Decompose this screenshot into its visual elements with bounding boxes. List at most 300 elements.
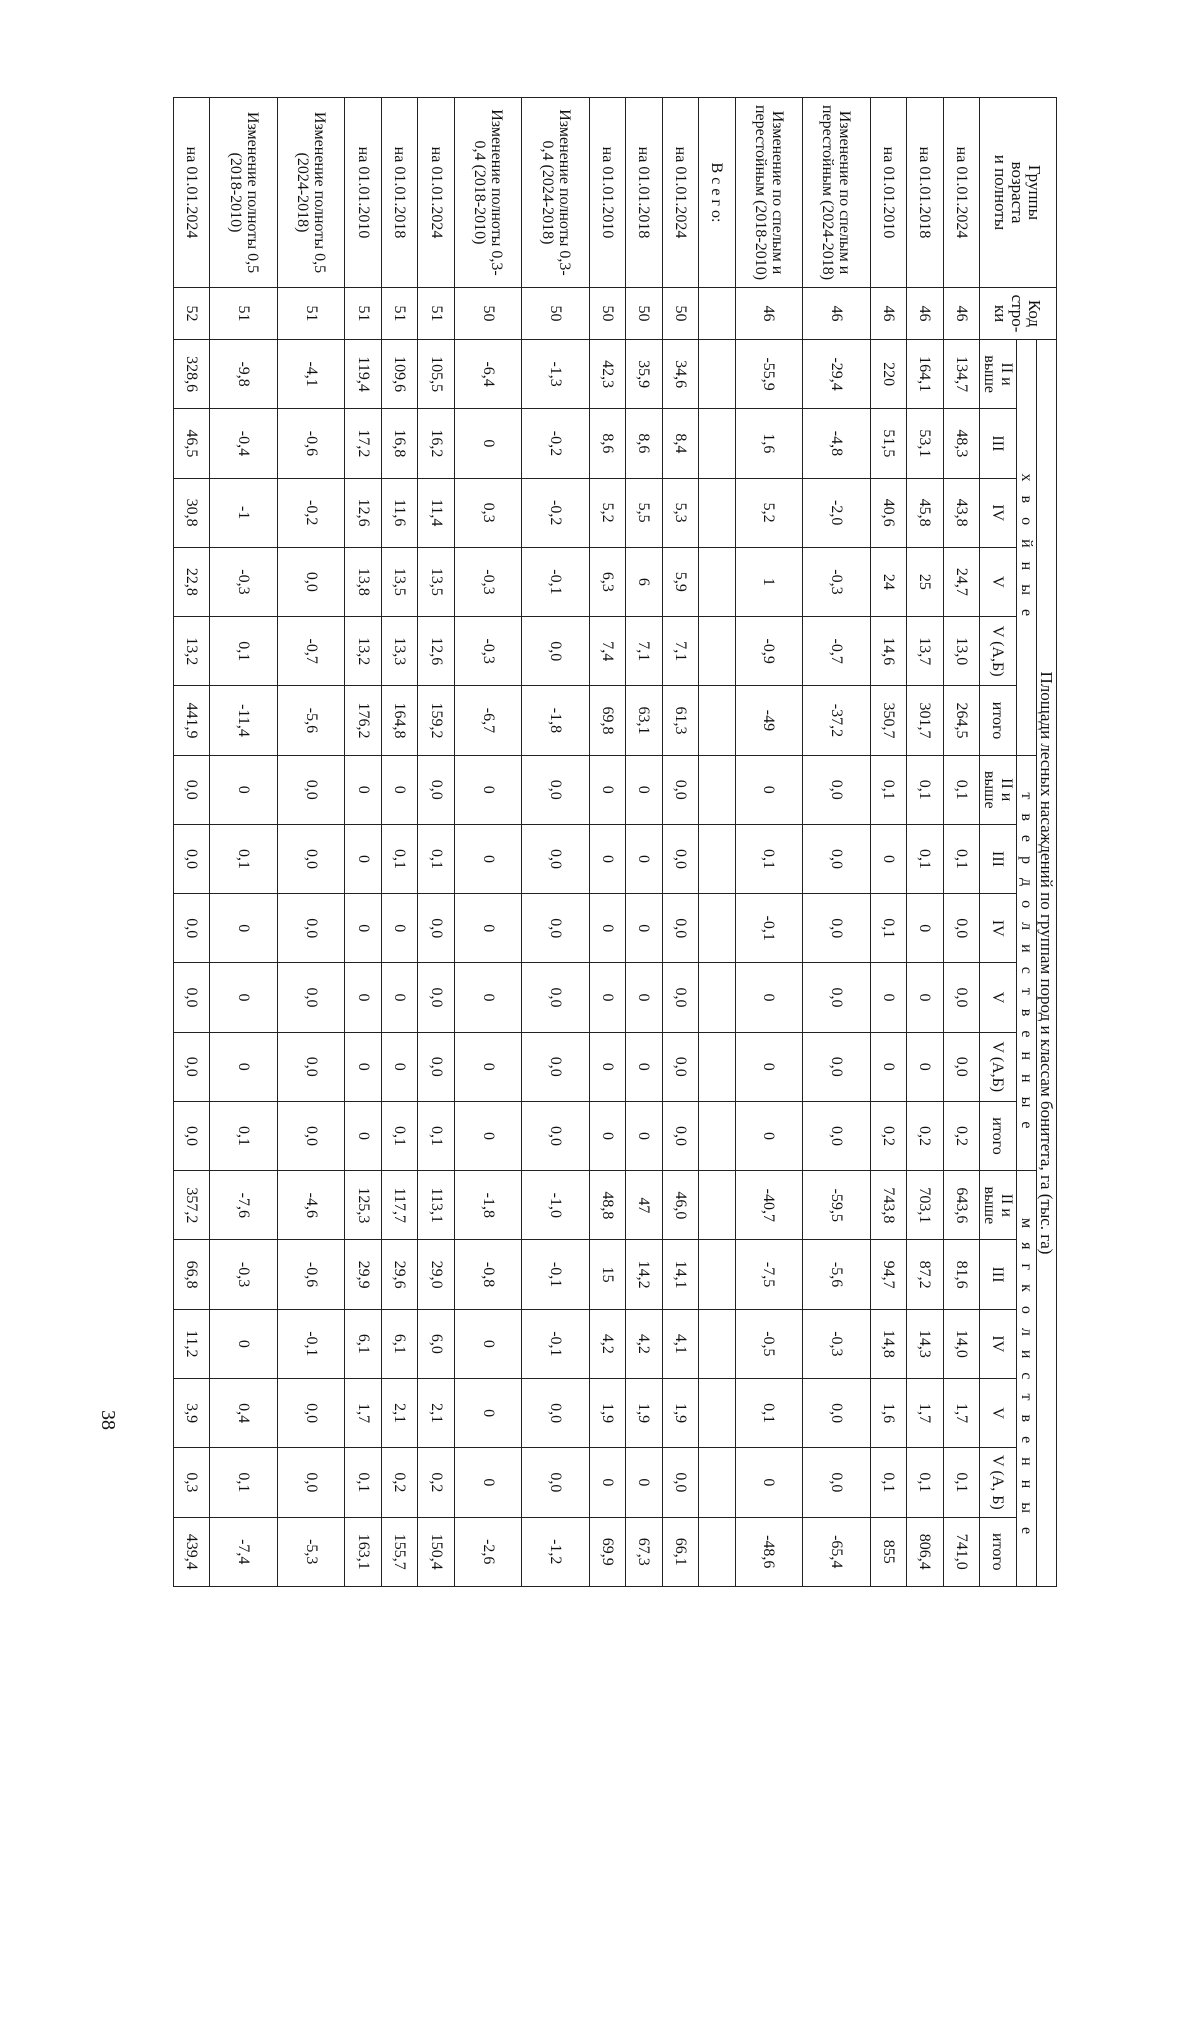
table-cell: 0,0 bbox=[418, 963, 454, 1032]
table-cell: 1,7 bbox=[345, 1378, 381, 1447]
row-label: Изменение по спелым и перестойным (2024-2018) bbox=[803, 98, 870, 288]
table-cell: 0,0 bbox=[277, 1101, 344, 1170]
row-label: на 01.01.2024 bbox=[662, 98, 698, 288]
table-cell: 0 bbox=[454, 1378, 521, 1447]
table-cell: 13,5 bbox=[381, 547, 417, 616]
table-cell: 0,1 bbox=[943, 824, 979, 893]
table-cell: 7,4 bbox=[589, 617, 625, 686]
table-cell: 1,9 bbox=[626, 1378, 662, 1447]
table-cell: -2,0 bbox=[803, 478, 870, 547]
table-cell: 34,6 bbox=[662, 340, 698, 409]
table-cell: 5,9 bbox=[662, 547, 698, 616]
table-cell bbox=[699, 547, 735, 616]
table-cell: 5,2 bbox=[735, 478, 802, 547]
table-body bbox=[174, 98, 980, 1587]
table-cell: 0 bbox=[345, 1032, 381, 1101]
table-cell: 81,6 bbox=[943, 1240, 979, 1309]
table-row bbox=[803, 98, 870, 1587]
table-cell: 0,0 bbox=[277, 1378, 344, 1447]
table-cell: 0,0 bbox=[803, 824, 870, 893]
table-cell: 0 bbox=[454, 1448, 521, 1517]
table-cell: 12,6 bbox=[418, 617, 454, 686]
table-cell: -11,4 bbox=[210, 686, 277, 755]
table-cell: -2,6 bbox=[454, 1517, 521, 1586]
table-cell: 0 bbox=[454, 894, 521, 963]
table-cell: 0,0 bbox=[277, 824, 344, 893]
table-row bbox=[662, 98, 698, 1587]
table-cell: 46,0 bbox=[662, 1171, 698, 1240]
table-cell: 0,0 bbox=[943, 1032, 979, 1101]
table-cell: 0,1 bbox=[870, 894, 906, 963]
table-header bbox=[980, 98, 1057, 1587]
table-cell: 14,2 bbox=[626, 1240, 662, 1309]
table-cell: 164,1 bbox=[907, 340, 943, 409]
row-label: Изменение полноты 0,3-0,4 (2024-2018) bbox=[522, 98, 589, 288]
row-code: 50 bbox=[662, 288, 698, 340]
table-cell: 0 bbox=[454, 824, 521, 893]
table-cell: -9,8 bbox=[210, 340, 277, 409]
table-cell: 0,0 bbox=[943, 894, 979, 963]
table-cell: 0,0 bbox=[277, 963, 344, 1032]
table-cell: 2,1 bbox=[418, 1378, 454, 1447]
table-row bbox=[418, 98, 454, 1587]
table-cell: 47 bbox=[626, 1171, 662, 1240]
header-row-title bbox=[1037, 98, 1057, 1587]
table-cell: 0 bbox=[626, 1101, 662, 1170]
table-cell: 0 bbox=[345, 963, 381, 1032]
table-cell: -7,4 bbox=[210, 1517, 277, 1586]
row-label: Изменение полноты 0,5 (2018-2010) bbox=[210, 98, 277, 288]
row-label: на 01.01.2024 bbox=[174, 98, 211, 288]
row-code: 46 bbox=[907, 288, 943, 340]
table-cell: 11,6 bbox=[381, 478, 417, 547]
table-cell: 0,0 bbox=[522, 1448, 589, 1517]
table-cell: 8,6 bbox=[589, 409, 625, 478]
header-site-class: V (А,Б) bbox=[980, 1032, 1017, 1101]
row-label: на 01.01.2018 bbox=[626, 98, 662, 288]
table-cell: 43,8 bbox=[943, 478, 979, 547]
table-cell: -1,0 bbox=[522, 1171, 589, 1240]
table-cell: 159,2 bbox=[418, 686, 454, 755]
table-cell: 69,8 bbox=[589, 686, 625, 755]
table-cell: 0,2 bbox=[381, 1448, 417, 1517]
table-cell: -0,3 bbox=[454, 547, 521, 616]
table-cell: 0,0 bbox=[174, 963, 211, 1032]
table-cell: 0,1 bbox=[735, 1378, 802, 1447]
table-cell: -0,3 bbox=[803, 547, 870, 616]
table-cell: 6,0 bbox=[418, 1309, 454, 1378]
table-row bbox=[907, 98, 943, 1587]
table-cell: 66,8 bbox=[174, 1240, 211, 1309]
table-cell: 15 bbox=[589, 1240, 625, 1309]
table-cell: 264,5 bbox=[943, 686, 979, 755]
table-cell bbox=[699, 686, 735, 755]
table-cell: 0,1 bbox=[210, 1448, 277, 1517]
table-cell: 0,1 bbox=[381, 824, 417, 893]
table-cell: 40,6 bbox=[870, 478, 906, 547]
table-cell: 13,2 bbox=[174, 617, 211, 686]
table-cell: 4,1 bbox=[662, 1309, 698, 1378]
table-cell: 48,3 bbox=[943, 409, 979, 478]
table-row bbox=[277, 98, 344, 1587]
table-cell: 7,1 bbox=[662, 617, 698, 686]
table-cell bbox=[699, 824, 735, 893]
table-cell: 11,2 bbox=[174, 1309, 211, 1378]
table-cell: 0,0 bbox=[418, 1032, 454, 1101]
header-site-class: V bbox=[980, 963, 1017, 1032]
table-cell: 0,0 bbox=[277, 894, 344, 963]
table-cell: 0,2 bbox=[907, 1101, 943, 1170]
table-cell: 69,9 bbox=[589, 1517, 625, 1586]
table-cell: 0,0 bbox=[418, 894, 454, 963]
table-cell: 6,1 bbox=[345, 1309, 381, 1378]
table-cell bbox=[699, 1240, 735, 1309]
table-cell: 4,2 bbox=[626, 1309, 662, 1378]
table-cell: 0,0 bbox=[522, 617, 589, 686]
table-cell: 0,0 bbox=[803, 1448, 870, 1517]
table-row bbox=[943, 98, 979, 1587]
table-cell: 0 bbox=[454, 1309, 521, 1378]
table-cell: 150,4 bbox=[418, 1517, 454, 1586]
table-cell bbox=[699, 1032, 735, 1101]
table-cell: 16,2 bbox=[418, 409, 454, 478]
table-cell: 14,1 bbox=[662, 1240, 698, 1309]
table-cell: 94,7 bbox=[870, 1240, 906, 1309]
table-cell: -1,8 bbox=[454, 1171, 521, 1240]
table-cell: 0 bbox=[735, 963, 802, 1032]
row-code: 46 bbox=[735, 288, 802, 340]
table-cell: 67,3 bbox=[626, 1517, 662, 1586]
table-cell: 0 bbox=[735, 1101, 802, 1170]
table-cell: 741,0 bbox=[943, 1517, 979, 1586]
header-row-code: Код стро- ки bbox=[980, 288, 1057, 340]
table-row bbox=[735, 98, 802, 1587]
table-cell bbox=[699, 755, 735, 824]
table-cell: 0,0 bbox=[174, 1032, 211, 1101]
table-cell: 163,1 bbox=[345, 1517, 381, 1586]
header-site-class: II и выше bbox=[980, 340, 1017, 409]
table-cell: -4,6 bbox=[277, 1171, 344, 1240]
table-cell: -0,4 bbox=[210, 409, 277, 478]
table-cell: 0,0 bbox=[522, 963, 589, 1032]
table-cell: -0,1 bbox=[522, 1309, 589, 1378]
header-site-class: V bbox=[980, 547, 1017, 616]
table-cell: 63,1 bbox=[626, 686, 662, 755]
table-cell: 12,6 bbox=[345, 478, 381, 547]
row-label: на 01.01.2018 bbox=[907, 98, 943, 288]
table-cell: 0,1 bbox=[418, 824, 454, 893]
table-cell: 14,6 bbox=[870, 617, 906, 686]
header-site-class: III bbox=[980, 409, 1017, 478]
table-cell: 0 bbox=[735, 755, 802, 824]
table-cell: 0 bbox=[626, 963, 662, 1032]
table-cell: 0,0 bbox=[522, 1101, 589, 1170]
table-cell: 0,1 bbox=[943, 1448, 979, 1517]
table-cell: 17,2 bbox=[345, 409, 381, 478]
table-cell: 16,8 bbox=[381, 409, 417, 478]
table-cell: 357,2 bbox=[174, 1171, 211, 1240]
forest-area-table-sheet bbox=[173, 97, 1057, 1587]
table-cell: 29,6 bbox=[381, 1240, 417, 1309]
table-cell: -0,1 bbox=[277, 1309, 344, 1378]
page-number: 38 bbox=[97, 1410, 119, 1430]
table-cell: 1,6 bbox=[735, 409, 802, 478]
table-cell: -0,3 bbox=[210, 1240, 277, 1309]
table-row bbox=[626, 98, 662, 1587]
table-cell: 0 bbox=[381, 755, 417, 824]
header-site-class: итого bbox=[980, 1517, 1017, 1586]
table-cell: 0 bbox=[345, 894, 381, 963]
table-cell: 24 bbox=[870, 547, 906, 616]
table-cell: -4,8 bbox=[803, 409, 870, 478]
table-cell: 0 bbox=[381, 963, 417, 1032]
table-cell bbox=[699, 478, 735, 547]
header-site-class: II и выше bbox=[980, 755, 1017, 824]
row-code: 51 bbox=[345, 288, 381, 340]
table-cell: 0,0 bbox=[277, 755, 344, 824]
table-cell bbox=[699, 1101, 735, 1170]
row-code: 46 bbox=[803, 288, 870, 340]
table-cell: 855 bbox=[870, 1517, 906, 1586]
header-species-group: м я г к о л и с т в е н н ы е bbox=[1017, 1171, 1037, 1587]
table-row bbox=[210, 98, 277, 1587]
table-cell: -0,1 bbox=[522, 1240, 589, 1309]
table-cell: 0,0 bbox=[662, 1101, 698, 1170]
table-cell: 29,9 bbox=[345, 1240, 381, 1309]
table-cell: 0 bbox=[626, 1032, 662, 1101]
table-cell: 0,0 bbox=[803, 963, 870, 1032]
table-cell: 13,5 bbox=[418, 547, 454, 616]
table-cell: -49 bbox=[735, 686, 802, 755]
table-cell: 35,9 bbox=[626, 340, 662, 409]
table-cell: 0,0 bbox=[943, 963, 979, 1032]
table-cell: -65,4 bbox=[803, 1517, 870, 1586]
table-cell: 0 bbox=[454, 1101, 521, 1170]
header-title: Площади лесных насаждений по группам пород и классам бонитета, га (тыс. га) bbox=[1037, 340, 1057, 1587]
table-cell: 439,4 bbox=[174, 1517, 211, 1586]
table-cell: -0,1 bbox=[522, 547, 589, 616]
table-cell: 14,3 bbox=[907, 1309, 943, 1378]
table-cell: -6,7 bbox=[454, 686, 521, 755]
table-cell: 164,8 bbox=[381, 686, 417, 755]
row-label: Изменение полноты 0,5 (2024-2018) bbox=[277, 98, 344, 288]
table-cell bbox=[699, 963, 735, 1032]
table-cell: 0 bbox=[210, 894, 277, 963]
table-cell: 328,6 bbox=[174, 340, 211, 409]
table-cell: 0 bbox=[454, 409, 521, 478]
table-cell: 1,6 bbox=[870, 1378, 906, 1447]
table-cell: 0,0 bbox=[662, 963, 698, 1032]
table-cell: 0,0 bbox=[662, 894, 698, 963]
table-row bbox=[454, 98, 521, 1587]
table-cell: 0 bbox=[735, 1032, 802, 1101]
header-site-class: V bbox=[980, 1378, 1017, 1447]
table-cell bbox=[699, 1171, 735, 1240]
table-cell: 0,0 bbox=[803, 755, 870, 824]
table-cell: 6 bbox=[626, 547, 662, 616]
table-cell: 8,6 bbox=[626, 409, 662, 478]
table-cell: -0,7 bbox=[277, 617, 344, 686]
table-cell: 0,1 bbox=[735, 824, 802, 893]
table-cell: 0,1 bbox=[870, 755, 906, 824]
table-cell: 0,0 bbox=[662, 1448, 698, 1517]
table-cell: -6,4 bbox=[454, 340, 521, 409]
table-cell: 0,1 bbox=[210, 1101, 277, 1170]
table-cell: 0 bbox=[589, 755, 625, 824]
table-cell: 0,0 bbox=[174, 824, 211, 893]
header-site-class: III bbox=[980, 1240, 1017, 1309]
row-code: 46 bbox=[943, 288, 979, 340]
header-site-class: IV bbox=[980, 894, 1017, 963]
table-cell: 0 bbox=[381, 894, 417, 963]
table-cell: 0,0 bbox=[418, 755, 454, 824]
table-cell bbox=[699, 1378, 735, 1447]
table-cell: 14,8 bbox=[870, 1309, 906, 1378]
table-cell: 0,2 bbox=[870, 1101, 906, 1170]
table-cell: -7,5 bbox=[735, 1240, 802, 1309]
table-cell: 743,8 bbox=[870, 1171, 906, 1240]
row-label: на 01.01.2018 bbox=[381, 98, 417, 288]
table-cell: 7,1 bbox=[626, 617, 662, 686]
table-cell: -1,3 bbox=[522, 340, 589, 409]
table-cell: -0,6 bbox=[277, 409, 344, 478]
table-cell: -55,9 bbox=[735, 340, 802, 409]
header-species-group: т в е р д о л и с т в е н н ы е bbox=[1017, 755, 1037, 1171]
header-age-groups: Группы возраста и полноты bbox=[980, 98, 1057, 288]
row-code: 51 bbox=[210, 288, 277, 340]
table-cell bbox=[699, 1309, 735, 1378]
header-site-class: итого bbox=[980, 686, 1017, 755]
table-cell: 0,0 bbox=[803, 1378, 870, 1447]
header-site-class: II и выше bbox=[980, 1171, 1017, 1240]
table-cell: 105,5 bbox=[418, 340, 454, 409]
table-cell: -0,3 bbox=[454, 617, 521, 686]
table-cell: -59,5 bbox=[803, 1171, 870, 1240]
table-cell: 0 bbox=[626, 894, 662, 963]
table-cell: 441,9 bbox=[174, 686, 211, 755]
table-cell: 0 bbox=[870, 963, 906, 1032]
table-cell: -37,2 bbox=[803, 686, 870, 755]
table-cell: 0,0 bbox=[803, 894, 870, 963]
table-cell: 0,2 bbox=[418, 1448, 454, 1517]
table-cell: 0,1 bbox=[381, 1101, 417, 1170]
table-cell: 0 bbox=[210, 1309, 277, 1378]
table-cell: 0 bbox=[589, 1101, 625, 1170]
table-cell: 0,0 bbox=[662, 755, 698, 824]
table-cell: 0,3 bbox=[174, 1448, 211, 1517]
table-cell: 0 bbox=[345, 755, 381, 824]
table-cell: 806,4 bbox=[907, 1517, 943, 1586]
table-cell: 0,1 bbox=[210, 617, 277, 686]
table-cell: 25 bbox=[907, 547, 943, 616]
table-cell: -0,8 bbox=[454, 1240, 521, 1309]
table-cell: 29,0 bbox=[418, 1240, 454, 1309]
row-code: 51 bbox=[418, 288, 454, 340]
table-cell: 0,0 bbox=[277, 1448, 344, 1517]
table-cell bbox=[699, 894, 735, 963]
table-cell: 0,0 bbox=[662, 824, 698, 893]
table-row bbox=[699, 98, 735, 1587]
table-cell: -4,1 bbox=[277, 340, 344, 409]
table-cell: 134,7 bbox=[943, 340, 979, 409]
table-cell: 0,1 bbox=[418, 1101, 454, 1170]
table-cell: -5,6 bbox=[803, 1240, 870, 1309]
table-cell: 0,0 bbox=[174, 894, 211, 963]
table-cell: 0 bbox=[454, 963, 521, 1032]
table-cell: 301,7 bbox=[907, 686, 943, 755]
table-cell: 0 bbox=[735, 1448, 802, 1517]
table-cell: 1,9 bbox=[589, 1378, 625, 1447]
header-site-class: итого bbox=[980, 1101, 1017, 1170]
table-cell: 51,5 bbox=[870, 409, 906, 478]
table-cell: 1,9 bbox=[662, 1378, 698, 1447]
table-cell: 0,3 bbox=[454, 478, 521, 547]
table-cell: 66,1 bbox=[662, 1517, 698, 1586]
table-cell: 0,0 bbox=[522, 755, 589, 824]
table-cell: -29,4 bbox=[803, 340, 870, 409]
table-cell: 0 bbox=[589, 1032, 625, 1101]
table-cell: 13,0 bbox=[943, 617, 979, 686]
table-cell: 0,0 bbox=[803, 1101, 870, 1170]
table-cell: 0 bbox=[381, 1032, 417, 1101]
table-cell: 0 bbox=[626, 755, 662, 824]
row-code: 46 bbox=[870, 288, 906, 340]
forest-area-table bbox=[173, 97, 1057, 1587]
table-cell: -0,2 bbox=[277, 478, 344, 547]
table-cell: 22,8 bbox=[174, 547, 211, 616]
table-cell: 87,2 bbox=[907, 1240, 943, 1309]
table-cell: 0 bbox=[589, 963, 625, 1032]
table-cell: -0,1 bbox=[735, 894, 802, 963]
table-cell: 0 bbox=[345, 1101, 381, 1170]
table-cell: 8,4 bbox=[662, 409, 698, 478]
table-cell: 14,0 bbox=[943, 1309, 979, 1378]
table-row bbox=[381, 98, 417, 1587]
row-label: на 01.01.2010 bbox=[870, 98, 906, 288]
header-site-class: IV bbox=[980, 1309, 1017, 1378]
table-cell: 4,2 bbox=[589, 1309, 625, 1378]
table-cell: 1,7 bbox=[907, 1378, 943, 1447]
table-cell: -0,3 bbox=[803, 1309, 870, 1378]
table-cell: -1 bbox=[210, 478, 277, 547]
table-cell: 0,0 bbox=[174, 1101, 211, 1170]
table-cell: 13,7 bbox=[907, 617, 943, 686]
header-site-class: III bbox=[980, 824, 1017, 893]
table-cell: 13,3 bbox=[381, 617, 417, 686]
table-row bbox=[589, 98, 625, 1587]
table-cell: 53,1 bbox=[907, 409, 943, 478]
table-cell bbox=[699, 340, 735, 409]
table-cell: 30,8 bbox=[174, 478, 211, 547]
table-row bbox=[870, 98, 906, 1587]
row-code: 50 bbox=[626, 288, 662, 340]
table-cell: 0,0 bbox=[277, 547, 344, 616]
table-cell: 0 bbox=[589, 894, 625, 963]
table-cell: 0,0 bbox=[522, 1378, 589, 1447]
table-cell: 24,7 bbox=[943, 547, 979, 616]
table-cell: 3,9 bbox=[174, 1378, 211, 1447]
table-cell: 117,7 bbox=[381, 1171, 417, 1240]
table-cell: -40,7 bbox=[735, 1171, 802, 1240]
table-cell: 0 bbox=[626, 1448, 662, 1517]
table-cell: 0,2 bbox=[943, 1101, 979, 1170]
table-cell: 1,7 bbox=[943, 1378, 979, 1447]
header-species-group: х в о й н ы е bbox=[1017, 340, 1037, 756]
table-cell: 0 bbox=[870, 1032, 906, 1101]
table-cell: 0 bbox=[454, 1032, 521, 1101]
table-cell: 13,2 bbox=[345, 617, 381, 686]
table-cell: 0 bbox=[210, 963, 277, 1032]
